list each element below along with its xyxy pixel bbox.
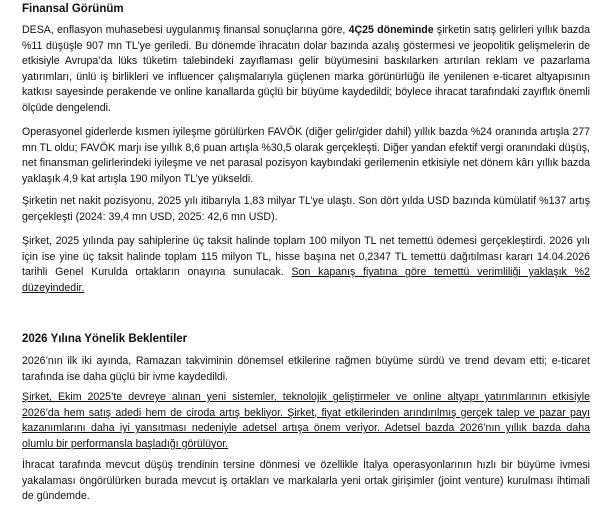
paragraph-dividend-text: Şirket, 2025 yılında pay sahiplerine üç taksit halinde toplam 100 milyon TL net temettü ödemesi gerçekleştirdi. 2026 yılı için ise yine üç taksit halinde toplam 115 milyon TL, hisse başına net 0,2347 TL temettü dağıtılması kararı 14.04.2026 tarihli Genel Kurulda ortakların onayına sunulacak. <box>22 235 590 279</box>
paragraph-sales-revenue-text: DESA, enflasyon muhasebesi uygulanmış finansal sonuçlarına göre, <box>22 24 349 36</box>
paragraph-sales-revenue-rest: şirketin satış gelirleri yıllık bazda %11 düşüşle 907 mn TL’ye geriledi. Bu dönemde ihracatın dolar bazında azalış göstermesi ve jeopolitik gelişmelerin de etkisiyle Avrupa’da lüks tüketim talebindeki zayıflaması gelir büyümesini baskılarken artırılan reklam ve pazarlama yatırımları, ünlü iş birlikleri ve influencer çalışmalarıyla güçlenen marka görünürlüğü ile yenilenen e-ticaret altyapısının katkısı sayesinde perakende ve online kanallarda güçlü bir büyüme kaydedildi; böylece ihracat tarafındaki zayıflık önemli ölçüde dengelendi. <box>22 24 590 114</box>
paragraph-sales-volume-expectation: Şirket, Ekim 2025’te devreye alınan yeni sistemler, teknolojik geliştirmeler ve online altyapı yatırımlarının etkisiyle 2026’da hem satış adedi hem de ciroda artış bekliyor. Şirket, fiyat etkilerinden arındırılmış gerçek talep ve pazar payı kazanımlarını daha iyi yansıtması nedeniyle adetsel artışa önem veriyor. Adetsel bazda 2026’nın yıllık bazda daha olumlu bir performansla başladığı görülüyor. <box>22 391 590 450</box>
dividend-yield-highlight: Son kapanış fiyatına göre temettü verimliliği yaklaşık %2 düzeyindedir. <box>22 266 590 294</box>
paragraph-sales-revenue <box>22 23 590 117</box>
section-title-financial-outlook: Finansal Görünüm <box>22 3 124 15</box>
section-title-2026-expectations: 2026 Yılına Yönelik Beklentiler <box>22 333 188 345</box>
paragraph-first-months: 2026’nın ilk iki ayında, Ramazan takviminin dönemsel etkilerine rağmen büyüme sürdü ve trend devam etti; e-ticaret tarafında ise daha güçlü bir ivme kaydedildi. <box>22 355 590 383</box>
paragraph-dividend <box>22 234 590 296</box>
paragraph-export-outlook: İhracat tarafında mevcut düşüş trendinin tersine dönmesi ve özellikle İtalya operasyonlarının hızlı bir büyüme ivmesi yakalaması öngörülürken burada mevcut iş ortakları ve markalarla yeni ortak girişimler (joint venture) kurulması ihtimali de gündemde. <box>22 459 590 503</box>
paragraph-ebitda: Operasyonel giderlerde kısmen iyileşme görülürken FAVÖK (diğer gelir/gider dahil) yıllık bazda %24 oranında artışla 277 mn TL oldu; FAVÖK marjı ise yıllık 8,6 puan artışla %30,5 olarak gerçekleşti. Diğer yandan efektif vergi oranındaki düşüş, net finansman gelirlerindeki iyileşme ve net parasal pozisyon kaybındaki gerilemenin etkisiyle net dönem kârı yıllık bazda yaklaşık 4,9 kat artışla 190 milyon TL’ye yükseldi. <box>22 126 590 185</box>
paragraph-net-cash: Şirketin net nakit pozisyonu, 2025 yılı itibarıyla 1,83 milyar TL’ye ulaştı. Son dört yılda USD bazında kümülatif %137 artış gerçekleşti (2024: 39,4 mn USD, 2025: 42,6 mn USD). <box>22 195 590 223</box>
period-emphasis: 4Ç25 döneminde <box>348 24 434 36</box>
